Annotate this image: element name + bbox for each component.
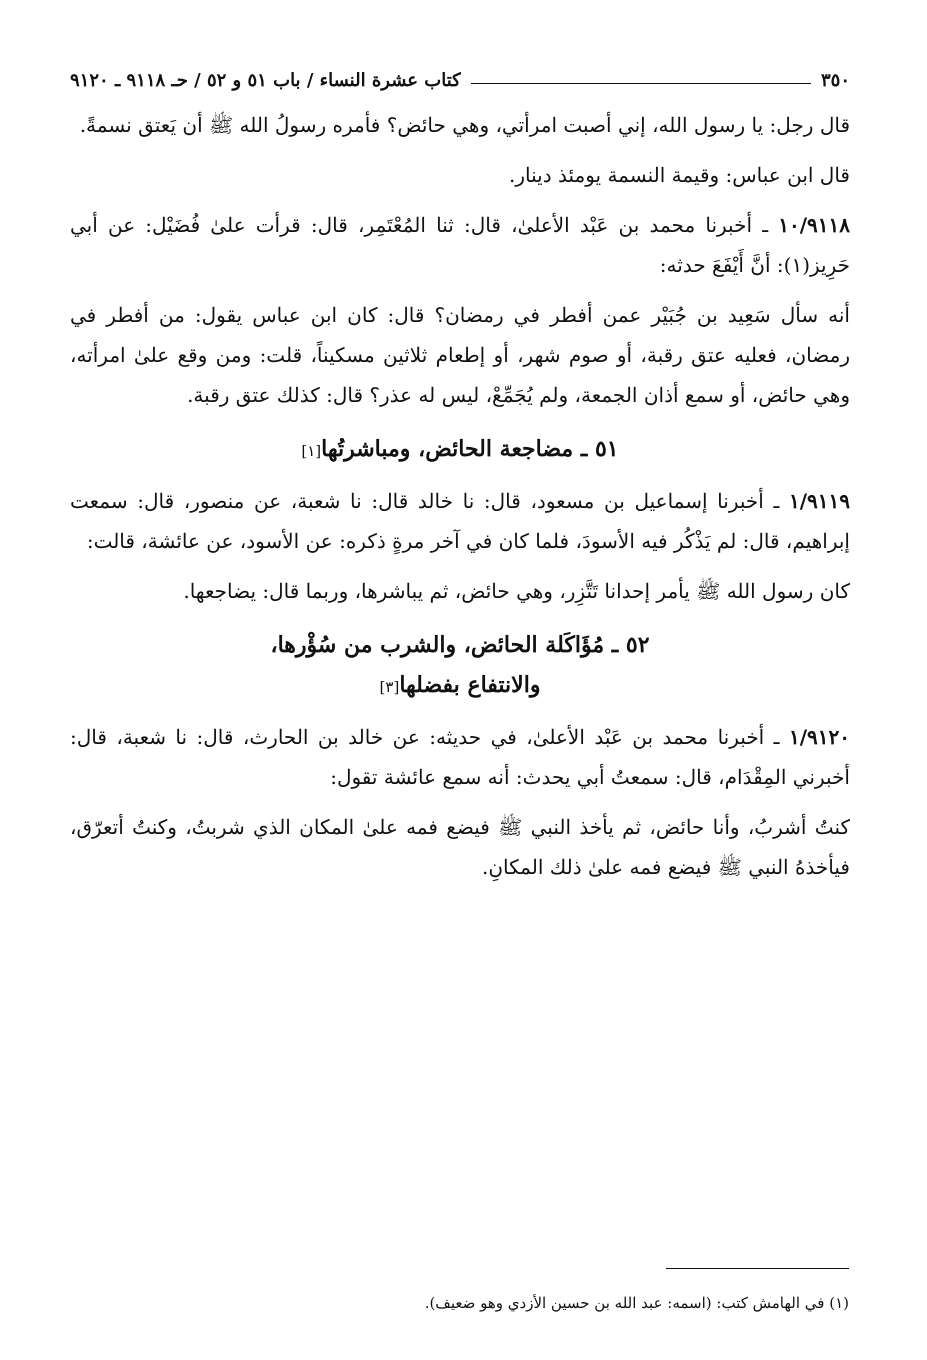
header-rule [471, 83, 811, 84]
paragraph: كان رسول الله ﷺ يأمر إحدانا تَتَّزِر، وهي حائض، ثم يباشرها، وربما قال: يضاجعها. [183, 579, 850, 603]
hadith-number: ١/٩١١٩ [789, 489, 851, 513]
hadith-text: ـ أخبرنا محمد بن عَبْد الأعلىٰ، قال: ثنا المُعْتَمِر، قال: قرأت علىٰ فُضَيْل: عن أبي حَرِيز(١): أنَّ أَيْفَعَ حدثه: [70, 213, 850, 277]
footnote: (١) في الهامش كتب: (اسمه: عبد الله بن حسين الأزدي وهو ضعيف). [424, 1294, 849, 1312]
hadith-number: ١٠/٩١١٨ [778, 213, 851, 237]
footnote-rule [666, 1268, 849, 1269]
section-title-line2: والانتفاع بفضلها [399, 672, 541, 698]
hadith-text: ـ أخبرنا محمد بن عَبْد الأعلىٰ، في حديثه: عن خالد بن الحارث، قال: نا شعبة، قال: أخبرني المِقْدَام، قال: سمعتُ أبي يحدث: أنه سمع عائشة تقول: [70, 725, 850, 789]
section-ref: [٣] [379, 678, 400, 696]
paragraph: أنه سأل سَعِيد بن جُبَيْر عمن أفطر في رمضان؟ قال: كان ابن عباس يقول: من أفطر في رمضان، فعليه عتق رقبة، أو صوم شهر، أو إطعام ثلاثين مسكيناً، قلت: ومن وقع علىٰ امرأته، وهي حائض، أو سمع أذان الجمعة، ولم يُجَمِّعْ، ليس له عذر؟ قال: كذلك عتق رقبة. [70, 303, 850, 407]
paragraph: كنتُ أشربُ، وأنا حائض، ثم يأخذ النبي ﷺ فيضع فمه علىٰ المكان الذي شربتُ، وكنتُ أتعرّق، فيأخذهُ النبي ﷺ فيضع فمه علىٰ ذلك المكانِ. [70, 815, 850, 879]
hadith-paragraph [70, 481, 850, 561]
hadith-paragraph [70, 205, 850, 285]
section-heading-51 [70, 429, 850, 471]
hadith-paragraph [70, 717, 850, 797]
hadith-text: ـ أخبرنا إسماعيل بن مسعود، قال: نا خالد قال: نا شعبة، عن منصور، قال: سمعت إبراهيم، قال: لم يَذْكُر فيه الأسودَ، فلما كان في آخر مرةٍ ذكره: عن الأسود، عن عائشة، قالت: [70, 489, 850, 553]
running-title: كتاب عشرة النساء / باب ٥١ و ٥٢ / حـ ٩١١٨ ـ ٩١٢٠ [70, 70, 461, 91]
section-title: ٥١ ـ مضاجعة الحائض، ومباشرتُها [321, 436, 619, 462]
hadith-number: ١/٩١٢٠ [788, 725, 850, 749]
paragraph: قال ابن عباس: وقيمة النسمة يومئذ دينار. [508, 163, 850, 187]
running-header [70, 70, 850, 91]
page-body [70, 70, 850, 897]
page-number: ٣٥٠ [820, 70, 850, 91]
paragraph: قال رجل: يا رسول الله، إني أصبت امرأتي، وهي حائض؟ فأمره رسولُ الله ﷺ أن يَعتق نسمةً. [79, 113, 850, 137]
section-title-line1: ٥٢ ـ مُؤَاكَلة الحائض، والشرب من سُؤْرها، [270, 632, 650, 658]
section-ref: [١] [301, 442, 322, 460]
section-heading-52 [70, 625, 850, 707]
